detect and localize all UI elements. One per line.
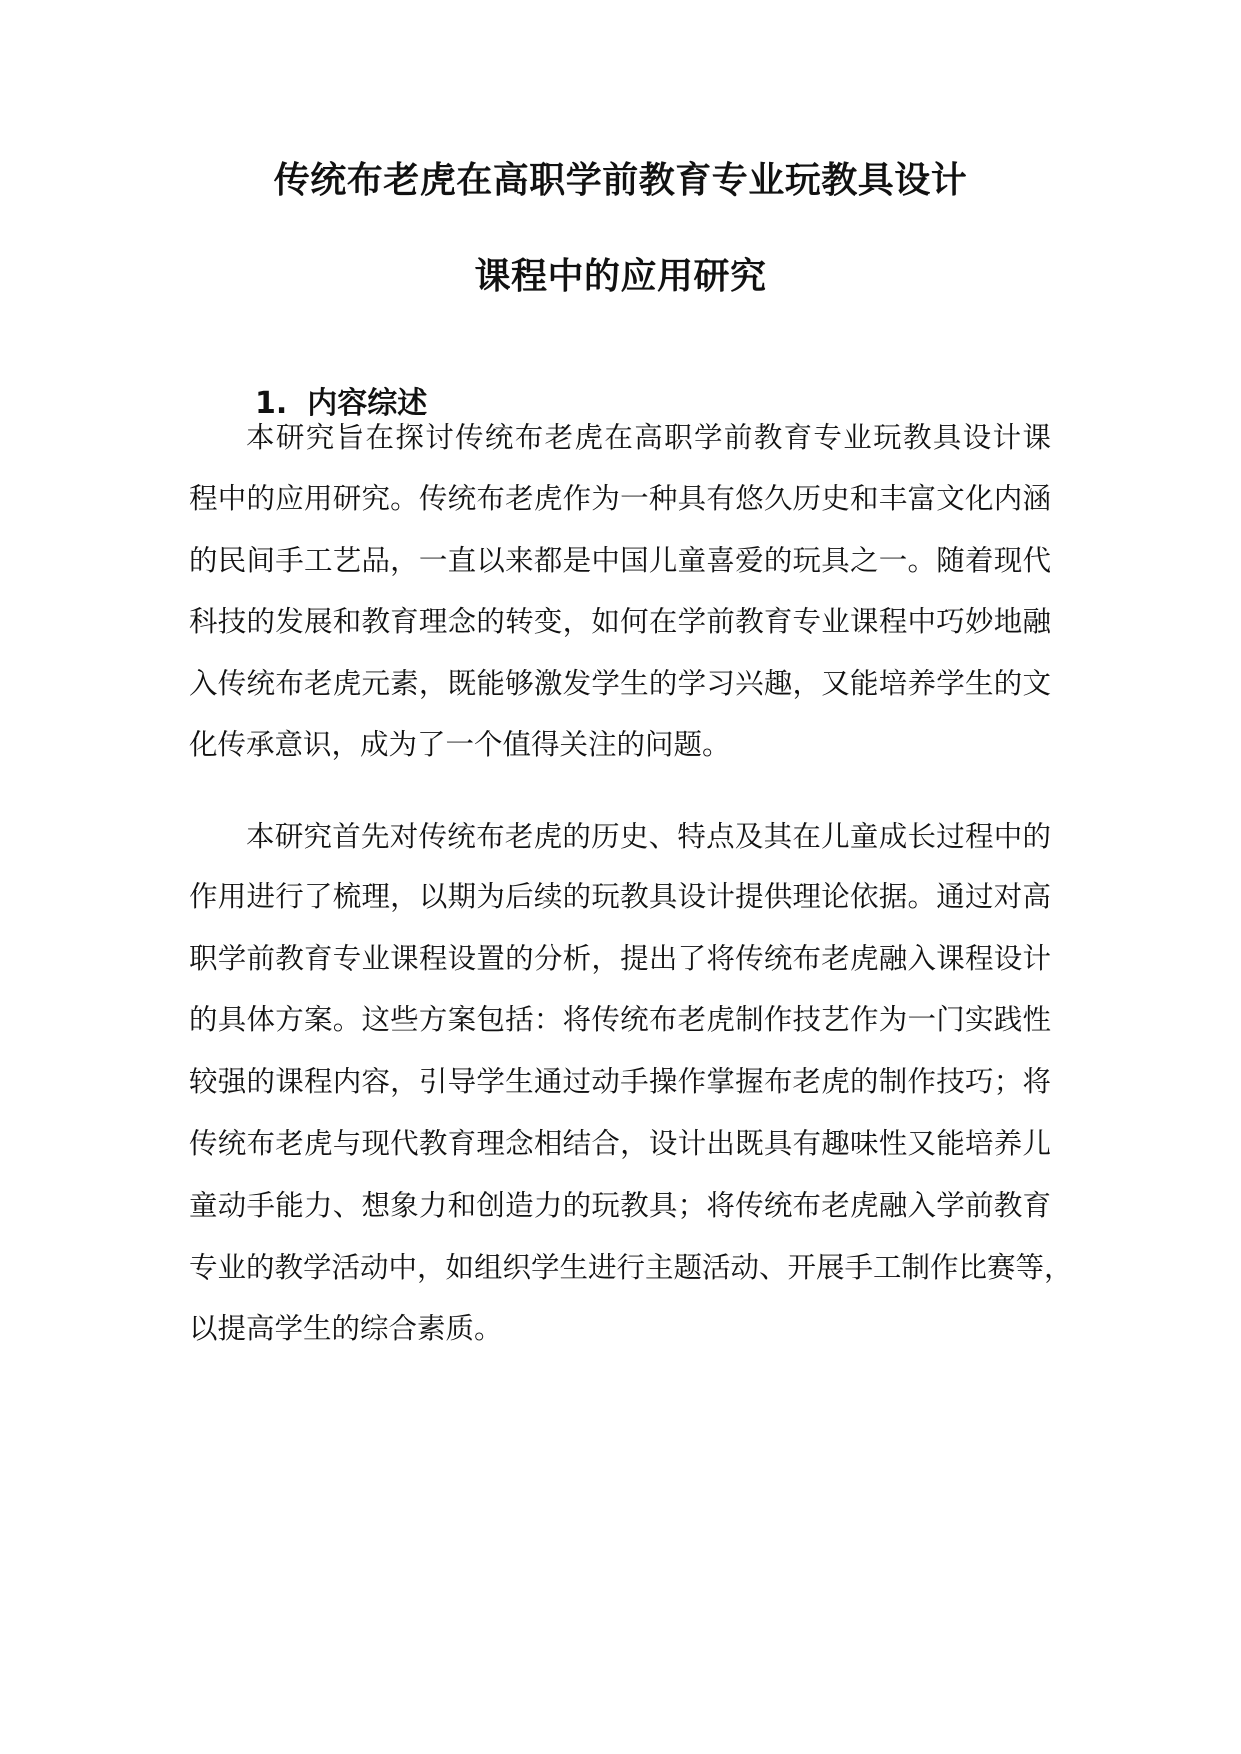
paragraph-1-line: 的民间手工艺品，一直以来都是中国儿童喜爱的玩具之一。随着现代 [189, 544, 1051, 577]
paragraph-2-line: 职学前教育专业课程设置的分析，提出了将传统布老虎融入课程设计 [189, 942, 1051, 975]
paragraph-2-line: 专业的教学活动中，如组织学生进行主题活动、开展手工制作比赛等， [189, 1251, 1073, 1284]
paragraph-1-line: 本研究旨在探讨传统布老虎在高职学前教育专业玩教具设计课 [246, 421, 1051, 454]
paragraph-2-line: 的具体方案。这些方案包括：将传统布老虎制作技艺作为一门实践性 [189, 1003, 1051, 1036]
paragraph-2-line: 童动手能力、想象力和创造力的玩教具；将传统布老虎融入学前教育 [189, 1189, 1051, 1222]
paragraph-1-line: 科技的发展和教育理念的转变，如何在学前教育专业课程中巧妙地融 [189, 605, 1051, 638]
document-title-line-2: 课程中的应用研究 [474, 256, 767, 297]
paragraph-1-line: 程中的应用研究。传统布老虎作为一种具有悠久历史和丰富文化内涵 [189, 482, 1051, 515]
section-title: 内容综述 [307, 386, 428, 421]
document-title-line-1: 传统布老虎在高职学前教育专业玩教具设计 [273, 160, 968, 201]
paragraph-1-line: 化传承意识，成为了一个值得关注的问题。 [189, 728, 731, 761]
section-number: 1. [255, 386, 288, 421]
paragraph-1-line: 入传统布老虎元素，既能够激发学生的学习兴趣，又能培养学生的文 [189, 667, 1051, 700]
paragraph-2-line: 以提高学生的综合素质。 [189, 1312, 503, 1345]
paragraph-2-line: 作用进行了梳理，以期为后续的玩教具设计提供理论依据。通过对高 [189, 880, 1051, 913]
section-heading [255, 378, 427, 422]
paragraph-2-line: 传统布老虎与现代教育理念相结合，设计出既具有趣味性又能培养儿 [189, 1127, 1051, 1160]
paragraph-2-line: 本研究首先对传统布老虎的历史、特点及其在儿童成长过程中的 [246, 820, 1051, 853]
paragraph-2-line: 较强的课程内容，引导学生通过动手操作掌握布老虎的制作技巧；将 [189, 1065, 1051, 1098]
